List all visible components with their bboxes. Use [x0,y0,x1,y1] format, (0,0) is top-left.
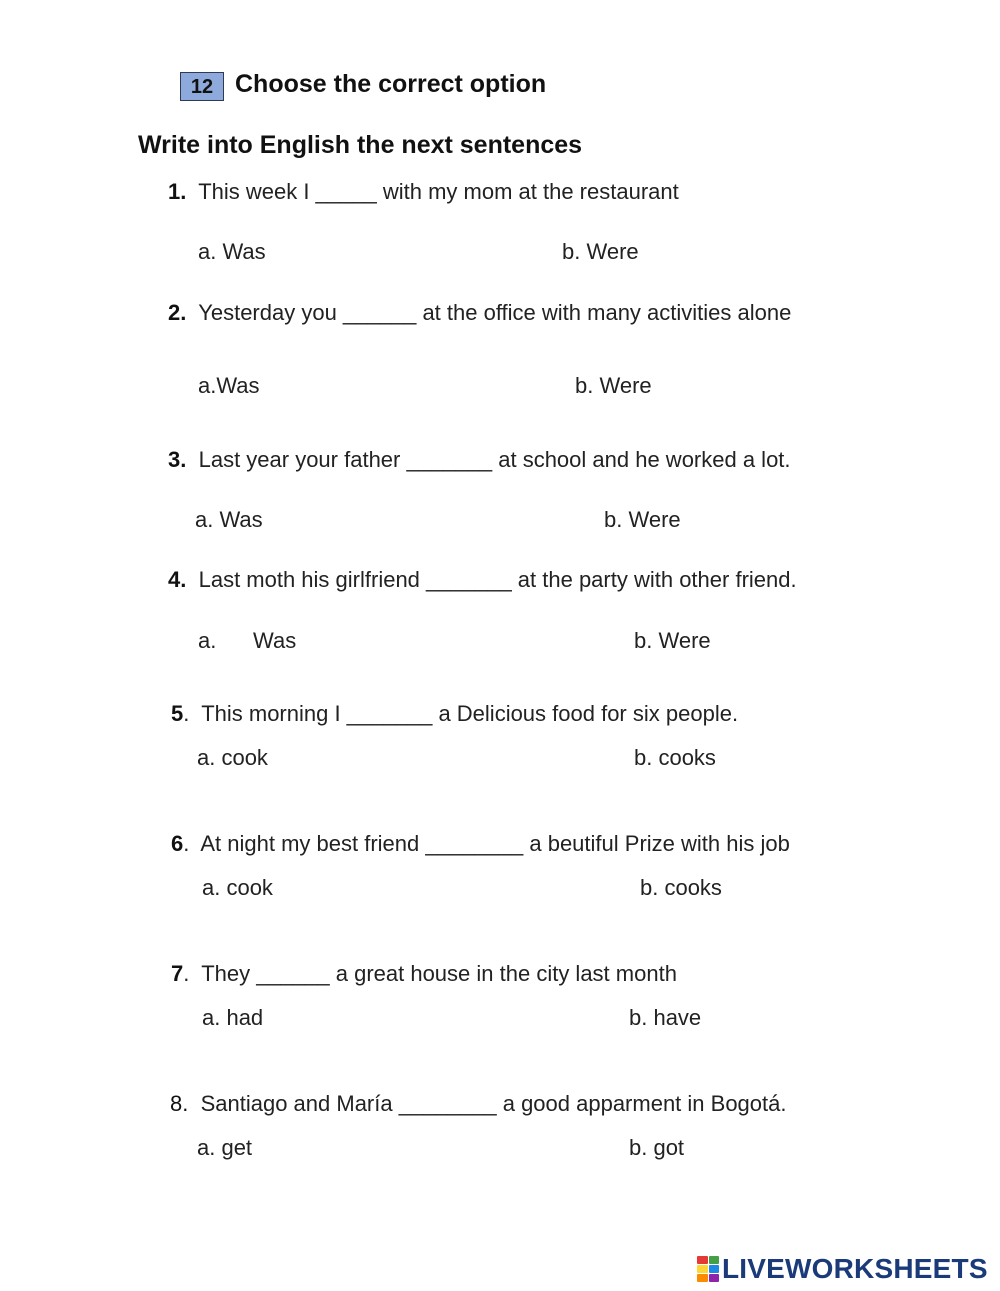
question-number: 5 [171,701,184,726]
question-6 [171,831,790,857]
option-b[interactable]: b. Were [604,507,681,532]
option-b[interactable]: b. have [629,1005,702,1030]
option-a[interactable]: a. Was [198,628,297,653]
question-number: 7 [171,961,184,986]
logo-square [709,1256,720,1264]
logo-square [697,1256,708,1264]
instructions-heading: Write into English the next sentences [138,131,583,159]
question-number: 4. [168,567,187,592]
option-a[interactable]: a. had [202,1005,264,1030]
logo-square [697,1265,708,1273]
question-1 [168,179,679,205]
logo-square [709,1274,720,1282]
question-text: Yesterday you ______ at the office with many activities alone [198,300,792,325]
question-text: Last moth his girlfriend _______ at the party with other friend. [198,567,797,592]
question-text: Last year your father _______ at school and he worked a lot. [198,447,791,472]
logo-square [709,1265,720,1273]
option-b[interactable]: b. Were [575,373,652,398]
option-a[interactable]: a. cook [197,745,268,770]
question-4 [168,567,797,593]
question-number: 8. [170,1091,189,1116]
question-text: Santiago and María ________ a good apparment in Bogotá. [200,1091,787,1116]
option-b[interactable]: b. cooks [634,745,716,770]
question-3 [168,447,791,473]
section-title: Choose the correct option [235,70,547,98]
option-a[interactable]: a. Was [198,239,266,264]
option-b[interactable]: b. Were [562,239,639,264]
option-a[interactable]: a. cook [202,875,273,900]
option-a[interactable]: a. get [197,1135,253,1160]
question-5 [171,701,738,727]
option-b[interactable]: b. Were [634,628,711,653]
question-number: 6 [171,831,184,856]
question-text: This week I _____ with my mom at the restaurant [198,179,679,204]
question-2 [168,300,791,326]
question-number: 3. [168,447,187,472]
question-number: 2. [168,300,187,325]
section-number-badge: 12 [180,72,224,101]
question-text: . At night my best friend ________ a beutiful Prize with his job [183,831,790,856]
option-a[interactable]: a.Was [198,373,260,398]
option-b[interactable]: b. got [629,1135,685,1160]
question-number: 1. [168,179,187,204]
option-b[interactable]: b. cooks [640,875,722,900]
question-text: . This morning I _______ a Delicious food for six people. [183,701,739,726]
question-text: . They ______ a great house in the city last month [183,961,677,986]
liveworksheets-logo[interactable] [697,1254,988,1284]
logo-square [697,1274,708,1282]
question-8 [170,1091,786,1117]
liveworksheets-logo-icon [697,1256,719,1282]
option-a[interactable]: a. Was [195,507,263,532]
question-7 [171,961,677,987]
logo-text: LIVEWORKSHEETS [722,1253,988,1284]
